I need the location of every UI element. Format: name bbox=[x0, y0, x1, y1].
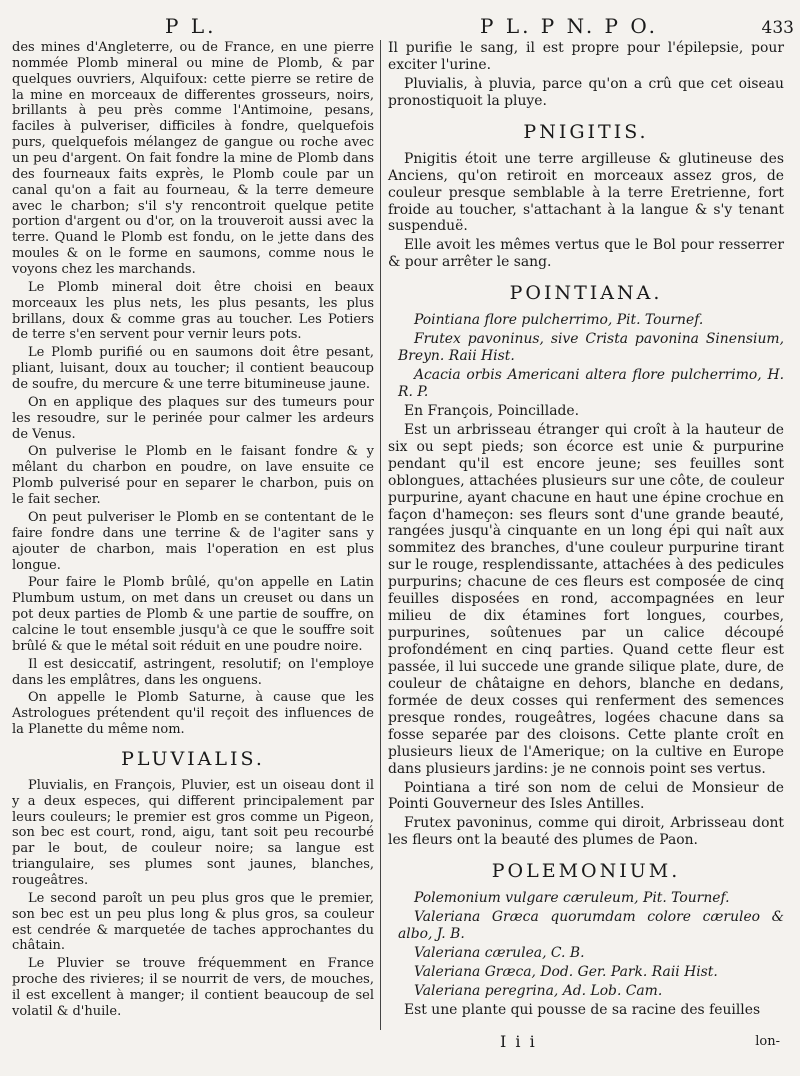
paragraph: On pulverise le Plomb en le faisant fondre & y mêlant du charbon en poudre, on lave ensuite ce Plomb pulverisé pour en separer le charbon, puis on le fait secher. bbox=[12, 444, 374, 508]
paragraph: Le second paroît un peu plus gros que le premier, son bec est un peu plus long & plus gros, sa couleur est cendrée & marquetée de taches approchantes du châtain. bbox=[12, 890, 374, 954]
running-head-left: P L. bbox=[165, 14, 217, 38]
paragraph: Le Plomb mineral doit être choisi en beaux morceaux les plus nets, les plus pesants, les plus brillans, doux & comme gras au toucher. Les Potiers de terre s'en servent pour vernir leurs pots. bbox=[12, 279, 374, 343]
paragraph: On peut pulveriser le Plomb en se contentant de le faire fondre dans une terrine & de l'agiter sans y ajouter de charbon, mais l'operation en est plus longue. bbox=[12, 509, 374, 573]
paragraph: Pnigitis étoit une terre argilleuse & glutineuse des Anciens, qu'on retiroit en morceaux assez gros, de couleur presque semblable à la terre Eretrienne, fort froide au toucher, s'attachant à la langue & s'y tenant suspenduë. bbox=[388, 150, 784, 235]
synonym-line: Polemonium vulgare cæruleum, Pit. Tournef. bbox=[414, 890, 730, 907]
paragraph: Il purifie le sang, il est propre pour l'épilepsie, pour exciter l'urine. bbox=[388, 40, 784, 73]
paragraph: Pluvialis, à pluvia, parce qu'on a crû que cet oiseau pronostiquoit la pluye. bbox=[388, 75, 784, 109]
synonym-line: Frutex pavoninus, sive Crista pavonina Sinensium, Breyn. Raii Hist. bbox=[398, 331, 784, 365]
paragraph: Frutex pavoninus, comme qui diroit, Arbrisseau dont les fleurs ont la beauté des plumes de Paon. bbox=[388, 815, 784, 849]
signature-mark: I i i bbox=[500, 1032, 537, 1051]
section-title-pointiana: POINTIANA. bbox=[509, 282, 663, 305]
column-rule bbox=[380, 40, 381, 1030]
catchword: lon- bbox=[755, 1034, 780, 1049]
left-column bbox=[12, 40, 374, 1022]
paragraph: Est une plante qui pousse de sa racine des feuilles bbox=[404, 1001, 761, 1018]
french-name: En François, Poincillade. bbox=[404, 402, 580, 419]
paragraph: On en applique des plaques sur des tumeurs pour les resoudre, sur le perinée pour calmer les ardeurs de Venus. bbox=[12, 394, 374, 442]
right-column bbox=[388, 40, 784, 1021]
synonym-line: Acacia orbis Americani altera flore pulcherrimo, H. R. P. bbox=[398, 367, 784, 400]
section-title-polemonium: POLEMONIUM. bbox=[491, 860, 681, 883]
synonym-line: Valeriana Græca quorumdam colore cæruleo & albo, J. B. bbox=[398, 909, 784, 943]
paragraph: Pluvialis, en François, Pluvier, est un oiseau dont il y a deux especes, qui different principalement par leurs couleurs; le premier est gros comme un Pigeon, son bec est court, rond, aigu, tant soit peu recourbé par le bout, de couleur noire; sa langue est triangulaire, ses plumes sont jaunes, blanches, rougeâtres. bbox=[12, 777, 374, 888]
paragraph: Le Pluvier se trouve fréquemment en France proche des rivieres; il se nourrit de vers, de mouches, il est excellent à manger; il contient beaucoup de sel volatil & d'huile. bbox=[12, 956, 374, 1019]
page-number: 433 bbox=[761, 18, 794, 38]
paragraph: Pointiana a tiré son nom de celui de Monsieur de Pointi Gouverneur des Isles Antilles. bbox=[388, 779, 784, 813]
synonym-line: Valeriana peregrina, Ad. Lob. Cam. bbox=[414, 982, 663, 999]
paragraph: Pour faire le Plomb brûlé, qu'on appelle en Latin Plumbum ustum, on met dans un creuset ou dans un pot deux parties de Plomb & une partie de souffre, on calcine le tout ensemble jusqu'à ce que le souffre soit brûlé & que le métal soit réduit en une poudre noire. bbox=[12, 575, 374, 654]
paragraph: des mines d'Angleterre, ou de France, en une pierre nommée Plomb mineral ou mine de Plomb, & par quelques ouvriers, Alquifoux: cette pierre se retire de la mine en morceaux de differentes grosseurs, noirs, brillants à peu près comme l'Antimoine, pesans, faciles à pulveriser, difficiles à fondre, quelquefois purs, quelquefois mélangez de gangue ou roche avec un peu d'argent. On fait fondre la mine de Plomb dans des fourneaux faits exprès, le Plomb coule par un canal qu'on a fait au fourneau, & la terre demeure avec le charbon; s'il s'y rencontroit quelque petite portion d'argent ou d'or, on la trouveroit aussi avec la terre. Quand le Plomb est fondu, on le jette dans des moules & on le forme en saumons, comme nous le voyons chez les marchands. bbox=[12, 40, 374, 278]
running-head-right: P L. P N. P O. bbox=[480, 14, 658, 38]
synonym-line: Valeriana cærulea, C. B. bbox=[414, 945, 585, 961]
paragraph: Elle avoit les mêmes vertus que le Bol pour resserrer & pour arrêter le sang. bbox=[388, 237, 784, 271]
section-title-pnigitis: PNIGITIS. bbox=[523, 120, 649, 143]
section-title-pluvialis: PLUVIALIS. bbox=[121, 747, 265, 770]
paragraph: Le Plomb purifié ou en saumons doit être pesant, pliant, luisant, doux au toucher; il contient beaucoup de soufre, du mercure & une terre bitumineuse jaune. bbox=[12, 345, 374, 393]
paragraph: On appelle le Plomb Saturne, à cause que les Astrologues prétendent qu'il reçoit des influences de la Planette du même nom. bbox=[12, 690, 374, 738]
synonym-line: Valeriana Græca, Dod. Ger. Park. Raii Hist. bbox=[414, 963, 718, 980]
paragraph: Est un arbrisseau étranger qui croît à la hauteur de six ou sept pieds; son écorce est unie & purpurine pendant qu'il est encore jeune; ses feuilles sont oblongues, attachées plusieurs sur une côte, de couleur purpurine, ayant chacune en haut une épine crochue en façon d'hameçon: ses fleurs sont d'une grande beauté, rangées jusqu'à cinquante en un long épi qui naît aux sommitez des branches, d'une couleur purpurine tirant sur le rouge, resplendissante, attachées à des pedicules purpurins; chacune de ces fleurs est composée de cinq feuilles disposées en rond, accompagnées en leur milieu de dix étamines fort longues, courbes, purpurines, soûtenues par un calice découpé profondément en cinq parties. Quand cette fleur est passée, il lui succede une grande silique plate, dure, de couleur de châtaigne en dehors, blanche en dedans, formée de deux cosses qui renferment des semences presque rondes, rougeâtres, logées chacune dans sa fosse separée par des cloisons. Cette plante croît en plusieurs lieux de l'Amerique; on la cultive en Europe dans plusieurs jardins: je ne connois point ses vertus. bbox=[388, 421, 784, 777]
paragraph: Il est desiccatif, astringent, resolutif; on l'employe dans les emplâtres, dans les onguens. bbox=[12, 656, 374, 688]
synonym-line: Pointiana flore pulcherrimo, Pit. Tournef. bbox=[414, 312, 704, 329]
